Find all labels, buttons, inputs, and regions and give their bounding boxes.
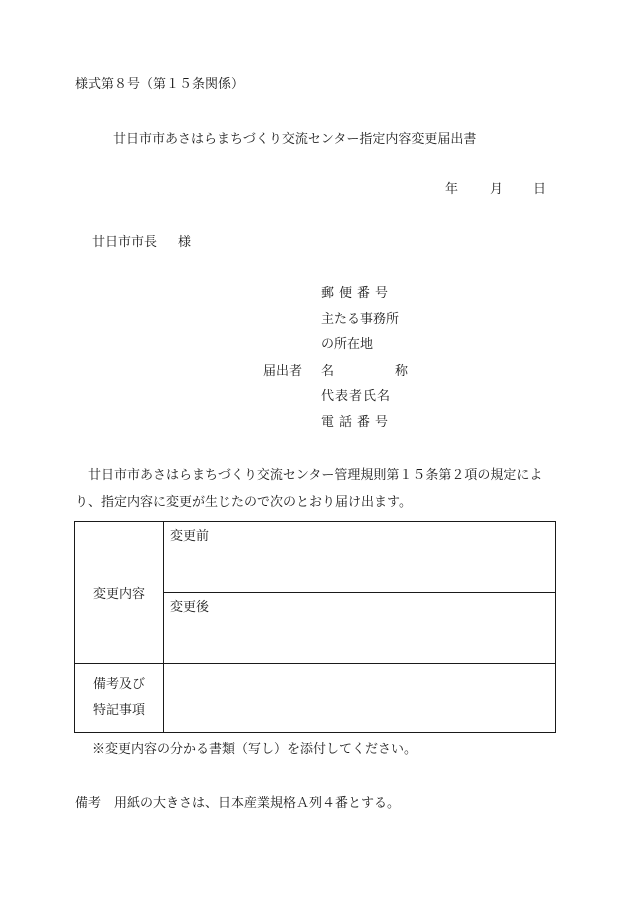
change-content-label: 変更内容 bbox=[92, 587, 145, 602]
body-text: 廿日市市あさはらまちづくり交流センター管理規則第１５条第２項の規定により、指定内容に変更が生じたので次のとおり届け出ます。 bbox=[75, 468, 543, 510]
table-row-remarks bbox=[75, 664, 556, 733]
before-change-cell[interactable] bbox=[164, 522, 556, 593]
date-month: 月 bbox=[490, 182, 504, 197]
form-number: 様式第８号（第１５条関係） bbox=[75, 77, 245, 92]
organization-name-label-b: 称 bbox=[395, 364, 409, 379]
office-address-label-line2: の所在地 bbox=[321, 337, 374, 352]
representative-name-label: 代表者氏名 bbox=[321, 389, 392, 404]
remarks-label-line1: 備考及び bbox=[92, 677, 145, 692]
remarks-label-line2: 特記事項 bbox=[92, 703, 145, 718]
addressee-suffix: 様 bbox=[178, 235, 192, 250]
filer-label: 届出者 bbox=[263, 364, 303, 379]
date-year: 年 bbox=[445, 182, 459, 197]
after-change-cell[interactable] bbox=[164, 593, 556, 664]
addressee-name: 廿日市市長 bbox=[92, 235, 158, 250]
attachment-note: ※変更内容の分かる書類（写し）を添付してください。 bbox=[92, 742, 418, 757]
office-address-label-line1: 主たる事務所 bbox=[321, 312, 400, 327]
footer-remark: 備考 用紙の大きさは、日本産業規格Ａ列４番とする。 bbox=[75, 796, 401, 811]
date-day: 日 bbox=[533, 182, 547, 197]
postal-code-label: 郵便番号 bbox=[321, 286, 394, 301]
change-content-label-cell bbox=[75, 522, 164, 664]
document-title: 廿日市市あさはらまちづくり交流センター指定内容変更届出書 bbox=[113, 132, 477, 147]
remarks-label-cell bbox=[75, 664, 164, 733]
after-change-label: 変更後 bbox=[170, 600, 210, 615]
phone-number-label: 電話番号 bbox=[321, 415, 394, 430]
table-row-before bbox=[75, 522, 556, 593]
change-details-table bbox=[74, 521, 556, 733]
before-change-label: 変更前 bbox=[170, 529, 210, 544]
remarks-cell[interactable] bbox=[164, 664, 556, 733]
organization-name-label-a: 名 bbox=[321, 364, 335, 379]
